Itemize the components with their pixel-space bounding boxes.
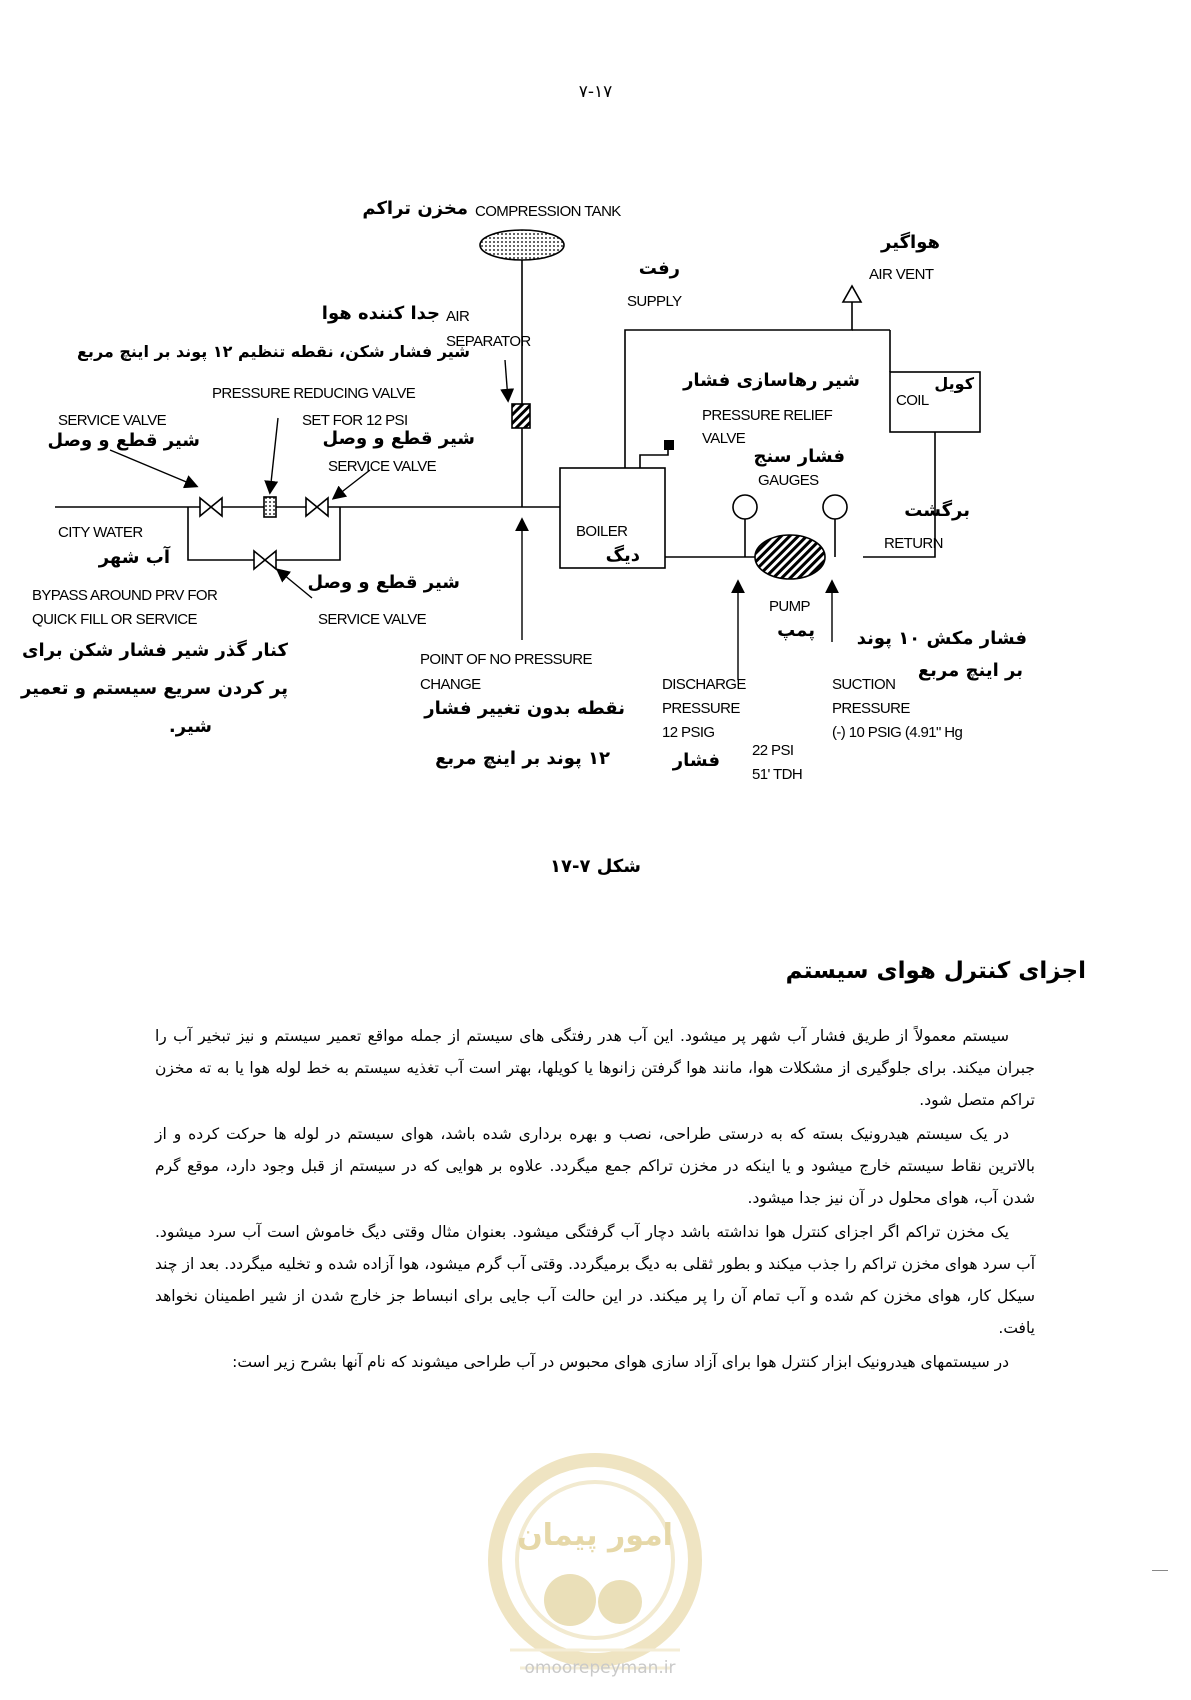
return-label: RETURN (884, 535, 943, 552)
air-separator-shape (512, 404, 530, 428)
no-pressure-change-label: POINT OF NO PRESSURE (420, 651, 592, 668)
relief-valve-label-fa: شیر رهاسازی فشار (683, 370, 860, 391)
no-pressure-change-label-2: CHANGE (420, 676, 481, 693)
suction-label-3: (-) 10 PSIG (4.91" Hg (832, 724, 963, 741)
bypass-label-2: QUICK FILL OR SERVICE (32, 611, 197, 628)
service-valve-bypass-shape (254, 551, 276, 569)
section-heading: اجزای کنترل هوای سیستم (785, 958, 1086, 984)
service-valve-right-label-fa: شیر قطع و وصل (322, 428, 475, 449)
city-water-label: CITY WATER (58, 524, 143, 541)
watermark-url: omoorepeyman.ir (524, 1658, 676, 1678)
relief-valve-shape (664, 440, 674, 450)
service-valve-right-shape (306, 498, 328, 516)
pump-label-fa: پمپ (777, 620, 815, 641)
figure-caption: شکل ۷-۱۷ (550, 856, 641, 877)
paragraph: یک مخزن تراکم اگر اجزای کنترل هوا نداشته باشد دچار آب گرفتگی میشود. بعنوان مثال وقتی دیگ خاموش است آب سرد میشود. آب سرد هوای مخزن تراکم را جذب میکند و بطور ثقلی به دیگ برمیگردد. وقتی آب گرم میشود، هوا آزاده شده و تخلیه میگردد. بعد از چند سیکل کار، هوای مخزن کم شده و آب تمام آن را پر میکند. در این حالت آب جایی برای انبساط جز خارج شدن از شیر اطمینان نخواهد یافت. (155, 1223, 1035, 1337)
pump-label: PUMP (769, 598, 810, 615)
air-separator-label-2: SEPARATOR (446, 333, 531, 350)
discharge-label-2: PRESSURE (662, 700, 740, 717)
boiler-label: BOILER (576, 523, 628, 540)
no-pressure-change-label-fa: نقطه بدون تغییر فشار (424, 698, 625, 719)
gauges-label: GAUGES (758, 472, 819, 489)
paragraph: سیستم معمولاً از طریق فشار آب شهر پر میشود. این آب هدر رفتگی های سیستم از جمله مواقع تعمیر سیستم و نیز تبخیر آب را جبران میکند. برای جلوگیری از مشکلات هوا، مانند هوا گرفتن زانوها یا کویلها، بهتر است آب تغذیه سیستم به خط لوله هوا یا به ته مخزن تراکم متصل شود. (155, 1027, 1035, 1109)
air-separator-label-fa: جدا کننده هوا (321, 303, 440, 324)
return-label-fa: برگشت (904, 500, 970, 521)
prv-label-fa: شیر فشار شکن، نقطه تنظیم ۱۲ پوند بر اینچ مربع (77, 342, 470, 361)
air-vent-label-fa: هواگیر (881, 232, 940, 253)
gauge-right-shape (823, 495, 847, 519)
discharge-label: DISCHARGE (662, 676, 746, 693)
relief-valve-label-2: VALVE (702, 430, 746, 447)
boiler-label-fa: دیگ (605, 545, 640, 566)
relief-valve-label: PRESSURE RELIEF (702, 407, 833, 424)
service-valve-bypass-label: SERVICE VALVE (318, 611, 427, 628)
air-vent-label: AIR VENT (869, 266, 934, 283)
bypass-label: BYPASS AROUND PRV FOR (32, 587, 218, 604)
air-separator-label: AIR (446, 308, 470, 325)
watermark-brand: امور پیمان (517, 1518, 673, 1553)
supply-label-fa: رفت (638, 258, 680, 279)
gauge-left-shape (733, 495, 757, 519)
service-valve-right-label: SERVICE VALVE (328, 458, 437, 475)
head-label: 22 PSI (752, 742, 794, 759)
head-label-2: 51' TDH (752, 766, 803, 783)
compression-tank-shape (480, 230, 564, 260)
coil-label: COIL (896, 392, 929, 409)
prv-set-label: SET FOR 12 PSI (302, 412, 408, 429)
head-label-fa: فشار (672, 750, 720, 771)
air-vent-shape (843, 286, 861, 302)
pump-shape (755, 535, 825, 579)
body-text (155, 1020, 1035, 1380)
paragraph: در سیستمهای هیدرونیک ابزار کنترل هوا برای آزاد سازی هوای محبوس در آب طراحی میشوند که نام آنها بشرح زیر است: (232, 1353, 1009, 1371)
no-pressure-change-psi-fa: ۱۲ پوند بر اینچ مربع (435, 748, 610, 769)
suction-label: SUCTION (832, 676, 896, 693)
bypass-label-fa-1: کنار گذر شیر فشار شکن برای (22, 640, 288, 661)
coil-label-fa: کویل (934, 374, 974, 393)
service-valve-left-shape (200, 498, 222, 516)
edge-mark (1152, 1570, 1168, 1571)
gauges-label-fa: فشار سنج (753, 446, 845, 467)
bypass-label-fa-2: پر کردن سریع سیستم و تعمیر (20, 678, 288, 699)
bypass-label-fa-3: شیر. (168, 716, 212, 737)
service-valve-left-label-fa: شیر قطع و وصل (47, 430, 200, 451)
prv-label: PRESSURE REDUCING VALVE (212, 385, 416, 402)
prv-shape (264, 497, 276, 517)
compression-tank-label-fa: مخزن تراکم (362, 198, 468, 219)
service-valve-bypass-label-fa: شیر قطع و وصل (307, 572, 460, 593)
service-valve-left-label: SERVICE VALVE (58, 412, 167, 429)
suction-label-2: PRESSURE (832, 700, 910, 717)
paragraph: در یک سیستم هیدرونیک بسته که به درستی طراحی، نصب و بهره برداری شده باشد، هوای سیستم در لوله ها حرکت کرده و از بالاترین نقاط سیستم خارج میشود و یا اینکه در مخزن تراکم جمع میگردد. علاوه بر هوایی که در سیستم از قبل وجود دارد، موقع گرم شدن آب، هوای محلول در آن نیز جدا میشود. (155, 1125, 1035, 1207)
discharge-label-3: 12 PSIG (662, 724, 715, 741)
supply-label: SUPPLY (627, 293, 682, 310)
city-water-label-fa: آب شهر (98, 547, 170, 568)
suction-label-fa-1: فشار مکش ۱۰ پوند (856, 628, 1027, 649)
suction-label-fa-2: بر اینچ مربع (917, 660, 1023, 681)
page-number: ۷-۱۷ (578, 82, 613, 102)
compression-tank-label: COMPRESSION TANK (475, 203, 621, 220)
